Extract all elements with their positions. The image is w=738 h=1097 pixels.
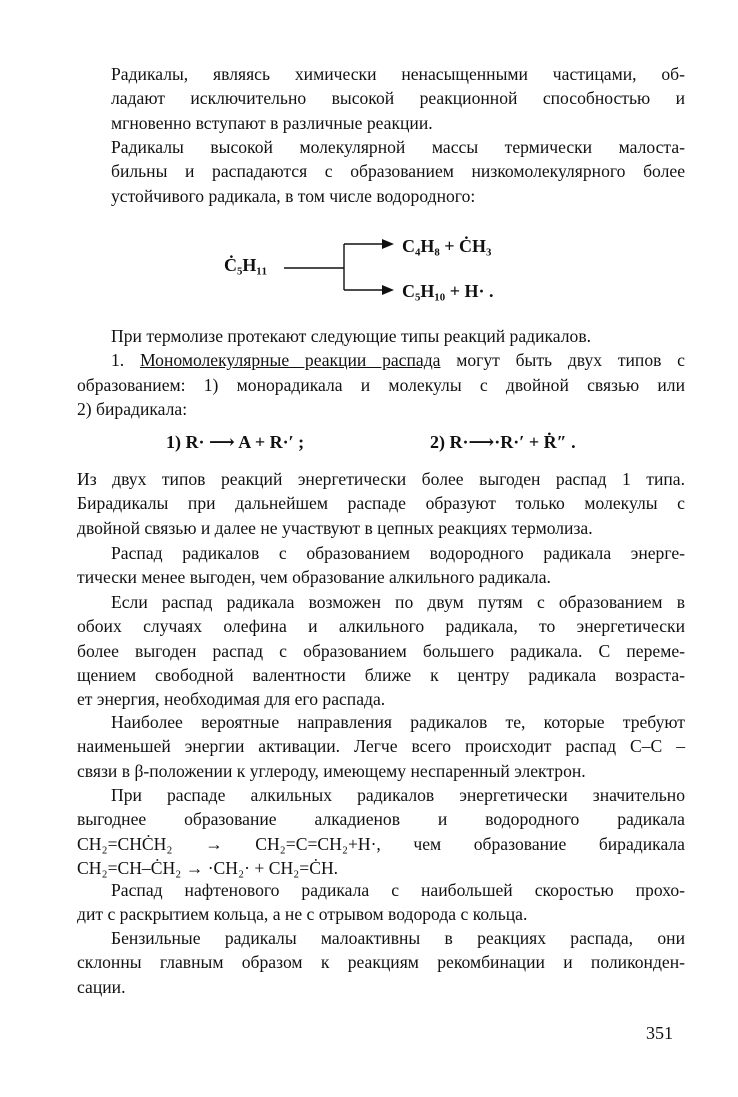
- paragraph-naphthene-radical: [77, 878, 685, 927]
- text-line: При термолизе протекают следующие типы реакций радикалов.: [111, 326, 592, 346]
- text-line: наименьшей энергии активации. Легче всего происходит распад С–С –: [77, 736, 685, 757]
- text-line: устойчивого радикала, в том числе водородного:: [111, 185, 476, 206]
- text-line: Распад радикалов с образованием водородного радикала энерге-: [111, 543, 685, 563]
- text-line: щением свободной валентности ближе к центру радикала возраста-: [77, 664, 685, 685]
- text-line: Бирадикалы при дальнейшем распаде образуют только молекулы с: [77, 493, 685, 514]
- paragraph-high-mass-radicals: [77, 135, 685, 208]
- text-line: 2) бирадикала:: [77, 398, 188, 419]
- text-line: Бензильные радикалы малоактивны в реакциях распада, они: [111, 928, 685, 948]
- paragraph-two-paths: [77, 590, 685, 711]
- text-line: двойной связью и далее не участвуют в цепных реакциях термолиза.: [77, 517, 593, 538]
- text-fragment: могут быть двух типов с: [440, 350, 685, 371]
- text-line: более выгоден распад с образованием большего радикала. С переме-: [77, 640, 685, 661]
- text-line: обоих случаях олефина и алкильного радикала, то энергетически: [77, 616, 685, 637]
- text-line: связи в β-положении к углероду, имеющему неспаренный электрон.: [77, 760, 586, 781]
- reactant-formula: Ċ₅H₁₁: [224, 255, 268, 275]
- text-line: склонны главным образом к реакциям рекомбинации и поликонден-: [77, 952, 685, 973]
- text-line: сации.: [77, 976, 126, 997]
- paragraph-decay-type: [77, 467, 685, 540]
- text-line: ет энергия, необходимая для его распада.: [77, 689, 386, 710]
- text-line: Радикалы, являясь химически ненасыщенными частицами, об-: [111, 64, 685, 84]
- text-line: Радикалы высокой молекулярной массы термически малоста-: [111, 137, 685, 157]
- text-line: тически менее выгоден, чем образование алкильного радикала.: [77, 567, 551, 588]
- product-formula-1: C₄H₈ + ĊH₃: [402, 236, 492, 256]
- paragraph-hydrogen-radical: [77, 541, 685, 590]
- text-line: ладают исключительно высокой реакционной способностью и: [111, 88, 685, 109]
- text-line: мгновенно вступают в различные реакции.: [111, 112, 433, 133]
- page-number: 351: [646, 1023, 673, 1043]
- text-line: [77, 348, 685, 372]
- text-line: дит с раскрытием кольца, а не с отрывом водорода с кольца.: [77, 904, 528, 925]
- text-line: CH₂=CH–ĊH₂ → ·CH₂· + CH₂=ĊH.: [77, 857, 339, 878]
- text-line: Распад нафтенового радикала с наибольшей скоростью прохо-: [111, 880, 685, 900]
- text-line: выгоднее образование алкадиенов и водородного радикала: [77, 809, 685, 830]
- text-line: бильны и распадаются с образованием низкомолекулярного более: [111, 161, 685, 182]
- decomposition-scheme: [220, 228, 550, 308]
- equations-row: [0, 432, 738, 460]
- text-line: образованием: 1) монорадикала и молекулы с двойной связью или: [77, 374, 685, 395]
- text-line: CH₂=CHĊH₂ → CH₂=C=CH₂+H·, чем образование бирадикала: [77, 833, 685, 854]
- paragraph-reaction-types: [77, 324, 685, 421]
- paragraph-alkyl-radicals: [77, 783, 685, 880]
- product-formula-2: C₅H₁₀ + H· .: [402, 281, 494, 301]
- underlined-term: Мономолекулярные реакции распада: [139, 350, 441, 371]
- text-line: При распаде алкильных радикалов энергетически значительно: [111, 785, 685, 805]
- paragraph-radical-reactivity: [77, 62, 685, 135]
- equation-1: 1) R· ⟶ A + R·′ ;: [166, 432, 305, 452]
- item-number: 1.: [111, 350, 125, 371]
- text-line: Наиболее вероятные направления радикалов те, которые требуют: [111, 712, 685, 732]
- text-line: Из двух типов реакций энергетически более выгоден распад 1 типа.: [77, 469, 685, 489]
- text-line: Если распад радикала возможен по двум путям с образованием в: [111, 592, 685, 612]
- paragraph-activation-energy: [77, 710, 685, 783]
- paragraph-benzyl-radicals: [77, 926, 685, 999]
- equation-2: 2) R·⟶·R·′ + Ṙ″ .: [430, 432, 576, 452]
